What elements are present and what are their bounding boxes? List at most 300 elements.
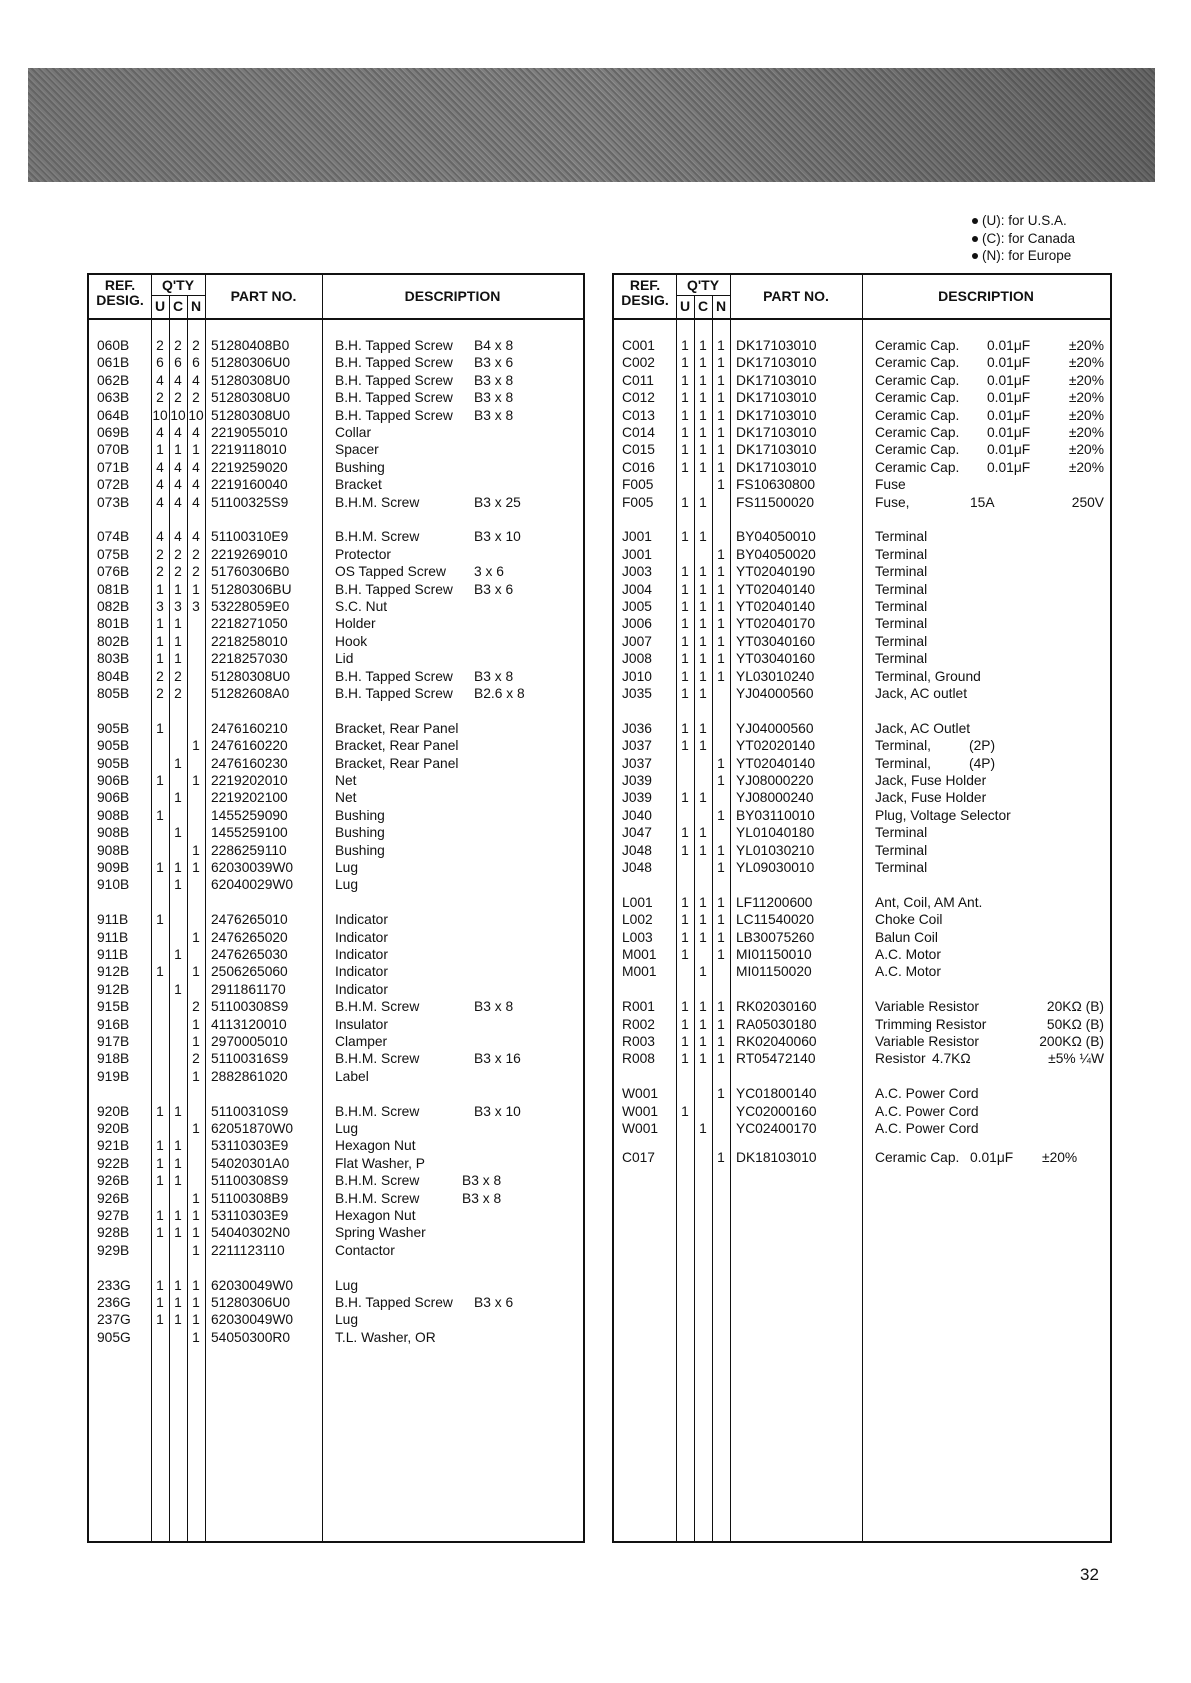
qty-n: 1 (192, 773, 200, 788)
size-spec: B3 x 25 (474, 494, 521, 510)
part-no: 2218257030 (211, 651, 288, 667)
part-no: DK17103010 (736, 442, 817, 458)
ref-desig: 804B (97, 668, 130, 684)
description: Terminal, Ground (875, 668, 981, 684)
description: Terminal (875, 564, 928, 580)
qty-u: 1 (156, 616, 164, 632)
description: Indicator (335, 964, 388, 980)
part-no: 51100316S9 (211, 1051, 289, 1067)
part-no: 51100308S9 (211, 1173, 289, 1189)
header-ref: REF. (629, 277, 661, 293)
qty-u: 1 (681, 999, 689, 1015)
table-row (614, 807, 1110, 824)
part-no: 2211123110 (211, 1242, 285, 1258)
description: B.H. Tapped Screw (335, 355, 453, 371)
ref-desig: J008 (622, 651, 652, 667)
part-no: 2219202010 (211, 773, 288, 788)
description: Spacer (335, 442, 379, 458)
ref-desig: J039 (622, 773, 652, 788)
description: Fuse, (875, 494, 910, 510)
ref-desig: 803B (97, 651, 130, 667)
part-no: 2476160210 (211, 720, 288, 736)
qty-n: 1 (717, 407, 725, 423)
part-no: 2218271050 (211, 616, 288, 632)
part-no: 62030049W0 (211, 1312, 294, 1328)
ref-desig: M001 (622, 964, 657, 980)
qty-c: 1 (699, 355, 707, 371)
part-no: 4113120010 (211, 1016, 287, 1032)
ref-desig: 905B (97, 755, 130, 771)
description: Bracket, Rear Panel (335, 720, 459, 736)
qty-n: 1 (717, 1086, 725, 1102)
table-row (89, 1172, 583, 1189)
qty-c: 4 (174, 477, 182, 493)
qty-u: 1 (681, 1034, 689, 1049)
part-no: 2970005010 (211, 1034, 288, 1049)
table-row (614, 1033, 1110, 1050)
ref-desig: L001 (622, 894, 653, 910)
qty-n: 1 (717, 668, 725, 684)
table-row (614, 668, 1110, 685)
description: B.H.M. Screw (335, 999, 420, 1015)
ref-desig: J037 (622, 755, 652, 771)
description: Bushing (335, 459, 385, 475)
ref-desig: 906B (97, 773, 130, 788)
ref-desig: C014 (622, 425, 655, 440)
qty-c: 4 (174, 529, 182, 545)
size-spec: B3 x 8 (462, 1190, 502, 1206)
table-row (614, 963, 1110, 980)
qty-u: 1 (156, 1225, 164, 1241)
ref-desig: 919B (97, 1068, 130, 1084)
description: OS Tapped Screw (335, 564, 446, 580)
description: Ceramic Cap. (875, 425, 960, 440)
qty-n: 2 (192, 390, 200, 406)
ref-desig: 918B (97, 1051, 130, 1067)
ref-desig: 069B (97, 425, 130, 440)
description: Terminal (875, 581, 928, 597)
part-no: 2882861020 (211, 1068, 288, 1084)
part-no: 62051870W0 (211, 1121, 294, 1136)
qty-c: 2 (174, 668, 182, 684)
qty-c: 1 (174, 981, 182, 997)
qty-n: 1 (192, 1277, 200, 1293)
size-spec: B4 x 8 (474, 338, 514, 353)
qty-n: 1 (717, 1051, 725, 1067)
part-no: 2286259110 (211, 842, 287, 858)
qty-n: 1 (717, 355, 725, 371)
description: Jack, AC outlet (875, 686, 968, 701)
rating: ±20% (1068, 425, 1104, 440)
qty-divider (676, 295, 730, 296)
qty-n: 1 (192, 860, 200, 875)
rating: ±20% (1068, 338, 1104, 353)
description: Collar (335, 425, 372, 440)
header-qty-u: U (154, 298, 166, 314)
description: Balun Coil (875, 929, 938, 945)
qty-n: 1 (717, 390, 725, 406)
part-no: FS10630800 (736, 477, 816, 493)
qty-c: 1 (699, 372, 707, 388)
table-row (89, 633, 583, 650)
qty-c: 1 (699, 616, 707, 632)
part-no: YT02040140 (736, 755, 816, 771)
table-row (89, 563, 583, 580)
ref-desig: 915B (97, 999, 130, 1015)
part-no: FS11500020 (736, 494, 814, 510)
size-spec: B3 x 10 (474, 529, 521, 545)
description: Holder (335, 616, 376, 632)
ref-desig: 060B (97, 338, 130, 353)
part-no: 62030039W0 (211, 860, 294, 875)
qty-u: 1 (156, 1103, 164, 1119)
ref-desig: 911B (97, 912, 129, 928)
table-row (89, 963, 583, 980)
description: Resistor (875, 1051, 926, 1067)
table-row (614, 650, 1110, 667)
ref-desig: C016 (622, 459, 655, 475)
description: Indicator (335, 981, 388, 997)
table-row (614, 894, 1110, 911)
qty-n: 1 (192, 1016, 200, 1032)
part-no: YT02040140 (736, 599, 816, 614)
rating: ±20% (1068, 390, 1104, 406)
qty-n: 1 (717, 651, 725, 667)
table-row (614, 789, 1110, 806)
qty-n: 1 (717, 999, 725, 1015)
part-no: YJ08000240 (736, 790, 814, 806)
part-no: BY04050010 (736, 529, 816, 545)
qty-c: 1 (174, 616, 182, 632)
qty-n: 1 (717, 581, 725, 597)
description: Ceramic Cap. (875, 338, 960, 353)
qty-c: 1 (174, 825, 182, 841)
description: Ceramic Cap. (875, 442, 960, 458)
description: Hook (335, 633, 368, 649)
table-row (89, 459, 583, 476)
ref-desig: 928B (97, 1225, 130, 1241)
qty-c: 4 (174, 459, 182, 475)
qty-c: 1 (174, 1225, 182, 1241)
qty-c: 1 (174, 442, 182, 458)
ref-desig: C001 (622, 338, 655, 353)
description: B.H.M. Screw (335, 1103, 420, 1119)
qty-u: 1 (681, 825, 689, 841)
qty-u: 1 (681, 912, 689, 928)
qty-n: 1 (717, 755, 725, 771)
qty-u: 1 (681, 1016, 689, 1032)
ref-desig: J037 (622, 738, 652, 754)
qty-c: 1 (174, 755, 182, 771)
part-no: MI01150020 (736, 964, 812, 980)
table-row (89, 789, 583, 806)
part-no: MI01150010 (736, 947, 812, 962)
table-row (89, 1311, 583, 1328)
value: 0.01μF (987, 372, 1031, 388)
ref-desig: C017 (622, 1150, 655, 1166)
ref-desig: J039 (622, 790, 652, 806)
part-no: YT03040160 (736, 633, 816, 649)
description: Terminal, (875, 738, 931, 754)
part-no: 2219118010 (211, 442, 287, 458)
qty-u: 1 (681, 929, 689, 945)
table-row (89, 424, 583, 441)
size-spec: B3 x 16 (474, 1051, 521, 1067)
qty-n: 1 (192, 1068, 200, 1084)
part-no: 2219259020 (211, 459, 288, 475)
table-row (614, 911, 1110, 928)
part-no: 2911861170 (211, 981, 286, 997)
part-no: 53110303E9 (211, 1138, 289, 1154)
value: 0.01μF (987, 407, 1031, 423)
qty-u: 1 (681, 390, 689, 406)
table-row (89, 1050, 583, 1067)
description: Bushing (335, 825, 385, 841)
ref-desig: 072B (97, 477, 130, 493)
qty-n: 4 (192, 372, 200, 388)
description: B.H. Tapped Screw (335, 668, 453, 684)
size-spec: B3 x 6 (474, 1295, 514, 1310)
header-desig: DESIG. (96, 292, 144, 308)
qty-u: 1 (156, 860, 164, 875)
ref-desig: 082B (97, 599, 130, 614)
ref-desig: 905G (97, 1329, 131, 1345)
qty-u: 1 (156, 912, 164, 928)
qty-n: 1 (717, 842, 725, 858)
ref-desig: F005 (622, 494, 654, 510)
ref-desig: J005 (622, 599, 652, 614)
table-row (614, 459, 1110, 476)
qty-u: 1 (681, 442, 689, 458)
qty-c: 1 (699, 929, 707, 945)
qty-n: 1 (717, 860, 725, 875)
qty-u: 1 (681, 651, 689, 667)
qty-c: 1 (174, 581, 182, 597)
qty-n: 1 (717, 1034, 725, 1049)
description: Terminal, (875, 755, 931, 771)
table-row (614, 685, 1110, 702)
description: Trimming Resistor (875, 1016, 987, 1032)
qty-u: 1 (681, 425, 689, 440)
description: Terminal (875, 842, 928, 858)
table-row (614, 598, 1110, 615)
description: A.C. Power Cord (875, 1121, 979, 1136)
table-row (89, 755, 583, 772)
size-spec: B3 x 8 (474, 407, 514, 423)
description: B.H. Tapped Screw (335, 372, 453, 388)
header-part-no: PART NO. (763, 288, 829, 304)
qty-c: 1 (699, 633, 707, 649)
qty-c: 1 (699, 912, 707, 928)
table-row (614, 546, 1110, 563)
table-row (89, 650, 583, 667)
table-row (89, 929, 583, 946)
qty-c: 1 (699, 668, 707, 684)
table-row (89, 1277, 583, 1294)
table-row (89, 1016, 583, 1033)
ref-desig: J003 (622, 564, 652, 580)
description: Jack, Fuse Holder (875, 790, 987, 806)
table-row (614, 633, 1110, 650)
description: Bracket, Rear Panel (335, 755, 459, 771)
size-spec: B3 x 6 (474, 581, 514, 597)
ref-desig: 916B (97, 1016, 130, 1032)
rating: ±20% (1068, 459, 1104, 475)
description: B.H.M. Screw (335, 1190, 420, 1206)
qty-c: 6 (174, 355, 182, 371)
qty-c: 4 (174, 494, 182, 510)
table-row (614, 737, 1110, 754)
part-no: DK17103010 (736, 407, 817, 423)
table-row (89, 598, 583, 615)
qty-u: 1 (156, 442, 164, 458)
ref-desig: 911B (97, 947, 129, 962)
ref-desig: 233G (97, 1277, 131, 1293)
part-no: DK17103010 (736, 372, 817, 388)
table-row (614, 337, 1110, 354)
ref-desig: J001 (622, 529, 652, 545)
qty-u: 1 (156, 1155, 164, 1171)
qty-u: 4 (156, 477, 164, 493)
qty-n: 10 (188, 407, 204, 423)
rating: ±20% (1068, 442, 1104, 458)
qty-n: 1 (717, 894, 725, 910)
ref-desig: 070B (97, 442, 130, 458)
size-spec: 3 x 6 (474, 564, 504, 580)
qty-c: 1 (174, 1277, 182, 1293)
part-no: 2219269010 (211, 546, 288, 562)
ref-desig: J007 (622, 633, 652, 649)
qty-u: 1 (681, 338, 689, 353)
table-row (614, 755, 1110, 772)
qty-u: 1 (681, 355, 689, 371)
qty-c: 1 (699, 894, 707, 910)
description: B.H. Tapped Screw (335, 338, 453, 353)
qty-c: 1 (174, 1173, 182, 1189)
size-spec: B3 x 8 (474, 999, 514, 1015)
ref-desig: 074B (97, 529, 130, 545)
description: A.C. Power Cord (875, 1103, 979, 1119)
description: Spring Washer (335, 1225, 426, 1241)
qty-n: 1 (717, 599, 725, 614)
qty-c: 1 (699, 999, 707, 1015)
ref-desig: F005 (622, 477, 654, 493)
part-no: 51100310E9 (211, 529, 289, 545)
table-row (614, 354, 1110, 371)
qty-u: 1 (681, 581, 689, 597)
table-row (89, 1329, 583, 1346)
qty-u: 1 (681, 633, 689, 649)
ref-desig: M001 (622, 947, 657, 962)
ref-desig: 802B (97, 633, 130, 649)
part-no: RK02030160 (736, 999, 817, 1015)
qty-u: 1 (156, 651, 164, 667)
qty-n: 1 (192, 442, 200, 458)
qty-u: 1 (681, 494, 689, 510)
table-row (89, 1190, 583, 1207)
header-qty-u: U (679, 298, 691, 314)
qty-c: 10 (170, 407, 186, 423)
qty-c: 1 (174, 947, 182, 962)
part-no: 51280308U0 (211, 390, 291, 406)
qty-u: 4 (156, 459, 164, 475)
ref-desig: J040 (622, 807, 652, 823)
ref-desig: J006 (622, 616, 652, 632)
part-no: 51100310S9 (211, 1103, 289, 1119)
table-row (614, 946, 1110, 963)
qty-u: 4 (156, 494, 164, 510)
ref-desig: 926B (97, 1190, 130, 1206)
qty-u: 1 (681, 372, 689, 388)
part-no: 51280306U0 (211, 355, 291, 371)
part-no: 51280408B0 (211, 338, 290, 353)
ref-desig: 920B (97, 1103, 130, 1119)
ref-desig: 075B (97, 546, 130, 562)
table-row (614, 528, 1110, 545)
ref-desig: 064B (97, 407, 130, 423)
qty-c: 1 (699, 425, 707, 440)
qty-n: 1 (717, 929, 725, 945)
qty-c: 1 (699, 1016, 707, 1032)
qty-u: 2 (156, 668, 164, 684)
part-no: 2476265020 (211, 929, 288, 945)
ref-desig: W001 (622, 1086, 659, 1102)
description: Jack, AC Outlet (875, 720, 971, 736)
ref-desig: L003 (622, 929, 653, 945)
part-no: 1455259090 (211, 807, 288, 823)
part-no: 51282608A0 (211, 686, 290, 701)
description: B.H.M. Screw (335, 529, 420, 545)
qty-c: 1 (699, 459, 707, 475)
description: B.H.M. Screw (335, 494, 420, 510)
table-row (89, 842, 583, 859)
qty-n: 1 (192, 1329, 200, 1345)
qty-c: 4 (174, 372, 182, 388)
region-legend (972, 212, 1075, 265)
qty-u: 1 (681, 842, 689, 858)
qty-u: 2 (156, 564, 164, 580)
description: Bracket (335, 477, 382, 493)
ref-desig: 908B (97, 842, 130, 858)
header-description: DESCRIPTION (404, 288, 501, 304)
part-no: 62030049W0 (211, 1277, 294, 1293)
part-no: YL01040180 (736, 825, 815, 841)
table-row (614, 407, 1110, 424)
qty-n: 1 (717, 947, 725, 962)
description: Hexagon Nut (335, 1138, 416, 1154)
qty-n: 2 (192, 1051, 200, 1067)
qty-c: 2 (174, 338, 182, 353)
part-no: YT02040190 (736, 564, 816, 580)
qty-n: 1 (192, 842, 200, 858)
ref-desig: J048 (622, 842, 652, 858)
qty-n: 1 (717, 425, 725, 440)
part-no: YJ08000220 (736, 773, 814, 788)
ref-desig: 911B (97, 929, 129, 945)
part-no: DK17103010 (736, 338, 817, 353)
value: (4P) (969, 755, 996, 771)
table-row (614, 824, 1110, 841)
value: 0.01μF (987, 425, 1031, 440)
table-row (614, 1050, 1110, 1067)
part-no: LF11200600 (736, 894, 813, 910)
legend-item-europe: (N): for Europe (972, 247, 1075, 265)
qty-c: 1 (174, 790, 182, 806)
table-row (89, 476, 583, 493)
header-ref: REF. (104, 277, 136, 293)
value: 0.01μF (970, 1150, 1014, 1166)
description: S.C. Nut (335, 599, 388, 614)
